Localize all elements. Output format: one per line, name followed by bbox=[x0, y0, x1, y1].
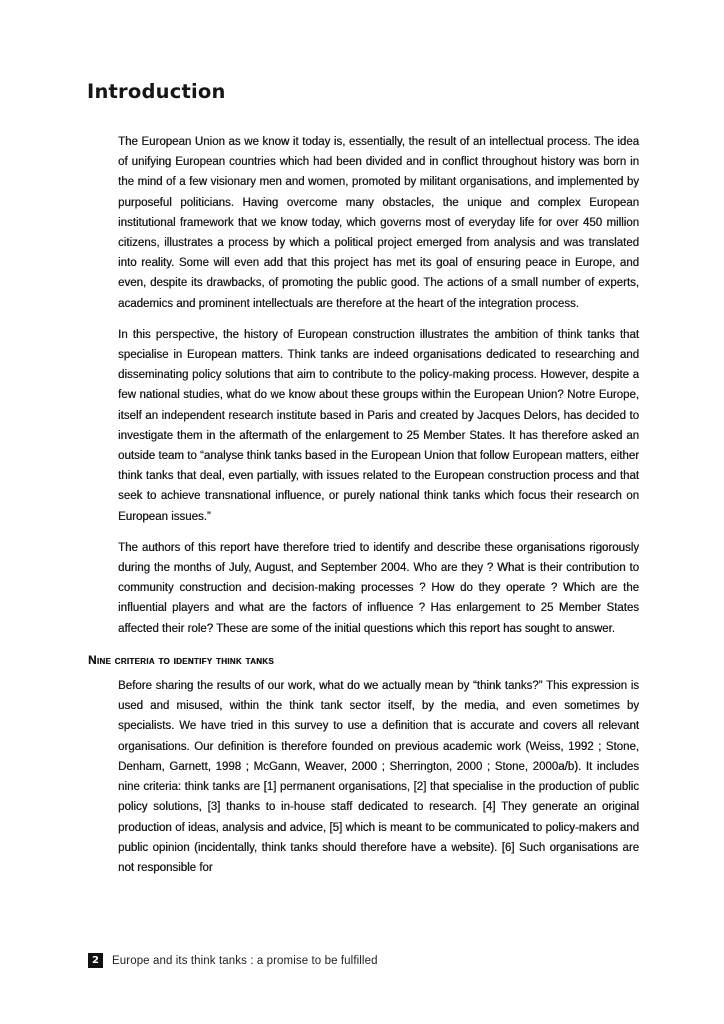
page-footer bbox=[88, 953, 378, 968]
body-content bbox=[88, 132, 639, 889]
paragraph-report-authors: The authors of this report have therefore tried to identify and describe these organisations rigorously during the months of July, August, and September 2004. Who are they ? What is their contribution to community construction and decision-making processes ? How do they operate ? Which are the influential players and what are the factors of influence ? Has enlargement to 25 Member States affected their role? These are some of the initial questions which this report has sought to answer. bbox=[118, 541, 639, 635]
section-heading-nine-criteria: Nine criteria to identify think tanks bbox=[88, 652, 274, 667]
page-title: Introduction bbox=[87, 80, 226, 103]
footer-title: Europe and its think tanks : a promise to be fulfilled bbox=[112, 954, 378, 967]
paragraph-definition-criteria: Before sharing the results of our work, what do we actually mean by “think tanks?” This expression is used and misused, within the think tank sector itself, by the media, and even sometimes by specialists. We have tried in this survey to use a definition that is accurate and covers all relevant organisations. Our definition is therefore founded on previous academic work (Weiss, 1992 ; Stone, Denham, Garnett, 1998 ; McGann, Weaver, 2000 ; Sherrington, 2000 ; Stone, 2000a/b). It includes nine criteria: think tanks are [1] permanent organisations, [2] that specialise in the production of public policy solutions, [3] thanks to in-house staff dedicated to research. [4] They generate an original production of ideas, analysis and advice, [5] which is meant to be communicated to policy-makers and public opinion (incidentally, think tanks should therefore have a website). [6] Such organisations are not responsible for bbox=[118, 680, 639, 874]
paragraph-intellectual-process: The European Union as we know it today is, essentially, the result of an intellectual process. The idea of unifying European countries which had been divided and in conflict throughout history was born in the mind of a few visionary men and women, promoted by militant organisations, and implemented by purposeful politicians. Having overcome many obstacles, the unique and complex European institutional framework that we know today, which governs most of everyday life for over 450 million citizens, illustrates a process by which a political project emerged from analysis and was translated into reality. Some will even add that this project has met its goal of ensuring peace in Europe, and even, despite its drawbacks, of promoting the public good. The actions of a small number of experts, academics and prominent intellectuals are therefore at the heart of the integration process. bbox=[118, 136, 639, 310]
page-number-badge: 2 bbox=[88, 953, 103, 968]
paragraph-think-tank-ambition: In this perspective, the history of European construction illustrates the ambition of think tanks that specialise in European matters. Think tanks are indeed organisations dedicated to researching and disseminating policy solutions that aim to contribute to the policy-making process. However, despite a few national studies, what do we know about these groups within the European Union? Notre Europe, itself an independent research institute based in Paris and created by Jacques Delors, has decided to investigate them in the aftermath of the enlargement to 25 Member States. It has therefore asked an outside team to “analyse think tanks based in the European Union that follow European matters, either think tanks that deal, even partially, with issues related to the European construction process and that seek to achieve transnational influence, or purely national think tanks which focus their research on European issues.” bbox=[118, 328, 639, 523]
